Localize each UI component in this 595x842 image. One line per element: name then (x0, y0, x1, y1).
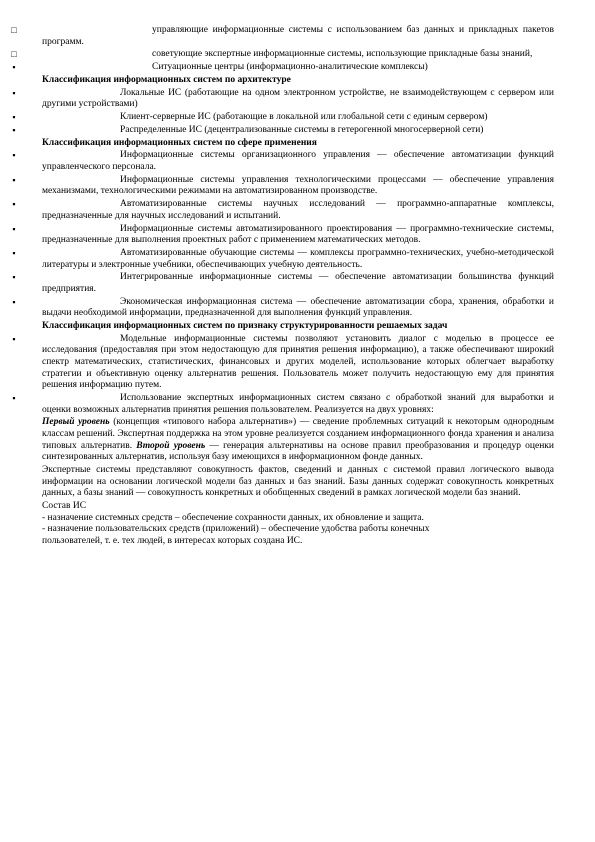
list-item-text: Распределенные ИС (децентрализованные системы в гетерогенной многосерверной сети) (120, 124, 484, 135)
composition-line: пользователей, т. е. тех людей, в интересах которых создана ИС. (42, 535, 303, 546)
bullet-marker: ▪ (12, 333, 16, 344)
list-item (12, 296, 554, 320)
second-level-label: Второй уровень (136, 440, 206, 451)
first-level-text: (концепция «типового набора альтернатив») — сведение проблемных ситуаций к некоторым однородным классам решений. Экспертная поддержка на этом уровне реализуется созданием информационного фонда хранения и анализа типовых альтернатив. (42, 417, 555, 451)
list-item (12, 62, 554, 74)
bullet-marker: ▪ (12, 87, 16, 98)
list-item-text: Экономическая информационная система — обеспечение автоматизации сбора, хранения, обработки и выдачи необходимой информации, предназначенной для выполнения функций управления. (42, 296, 554, 319)
bullet-marker: ▪ (12, 272, 16, 283)
list-item (12, 223, 554, 247)
first-level-label: Первый уровень (42, 417, 110, 428)
list-item-text: Автоматизированные обучающие системы — комплексы программно-технических, учебно-методической литературы и электронные учебники, обеспечивающих учебную деятельность. (42, 247, 554, 270)
list-item (12, 112, 554, 124)
section-heading: Классификация информационных систем по архитектуре (42, 74, 291, 85)
bullet-marker: ▪ (12, 112, 16, 123)
list-item (12, 272, 554, 295)
document-body (11, 25, 555, 547)
bullet-marker: ▪ (12, 62, 16, 73)
bullet-marker: □ (11, 25, 17, 35)
list-item-text: Информационные системы организационного управления — обеспечение автоматизации функций управленческого персонала. (42, 150, 554, 173)
bullet-marker: ▪ (12, 124, 16, 135)
bullet-marker: ▪ (12, 174, 16, 185)
bullet-marker: ▪ (12, 199, 16, 210)
list-item (12, 150, 554, 173)
composition-line: - назначение пользовательских средств (приложений) – обеспечение удобства работы конечных (42, 524, 430, 535)
list-item-text: Использование экспертных информационных систем связано с обработкой знаний для выработки и оценки возможных альтернатив принятия решения пользователем. Реализуется на двух уровнях: (42, 393, 554, 415)
list-item-text: Модельные информационные системы позволяют установить диалог с моделью в процессе ее исследования (предоставляя при этом недостающую для принятия решения информацию), а также обеспечивают широкий спектр математических, статистических, финансовых и других моделей, использование которых облегчает выработку стратегии и объективную оценку альтернатив решения. Пользователь может получить недостающую ему для принятия решения информацию путем. (42, 333, 554, 391)
list-item-text: Информационные системы автоматизированного проектирования — программно-технические системы, предназначенные для выполнения проектных работ с применением математических методов. (42, 223, 554, 246)
list-item-text: Автоматизированные системы научных исследований — программно-аппаратные комплексы, предназначенные для научных исследований и испытаний. (42, 199, 554, 221)
list-item (12, 247, 554, 271)
section-heading: Классификация информационных систем по сфере применения (42, 137, 317, 148)
bullet-marker: □ (11, 49, 17, 60)
list-item (11, 49, 554, 61)
expert-systems-paragraph: Экспертные системы представляют совокупность фактов, сведений и данных с системой правил логического вывода информации на основании логической модели баз данных и баз знаний. Базы данных содержат совокупность конкретных данных, а базы знаний — совокупность конкретных и обобщенных сведений в рамках логической модели баз знаний. (42, 464, 554, 499)
list-item (12, 87, 554, 111)
list-item-text: советующие экспертные информационные системы, использующие прикладные базы знаний, (152, 49, 533, 60)
list-item-text: Информационные системы управления технологическими процессами — обеспечение управления механизмами, технологическими режимами на автоматизированном производстве. (42, 174, 554, 197)
list-item (12, 174, 554, 198)
bullet-marker: ▪ (12, 150, 16, 161)
list-item (12, 333, 554, 392)
composition-title: Состав ИС (42, 500, 87, 511)
list-item (12, 393, 554, 416)
bullet-marker: ▪ (12, 393, 16, 403)
second-level-text: — генерация альтернативы на основе правил преобразования и процедур оценки синтезированных альтернатив, используя базу имеющихся в информационном фонде данных. (42, 440, 554, 463)
bullet-marker: ▪ (12, 223, 16, 234)
composition-line: - назначение системных средств – обеспечение сохранности данных, их обновление и защита. (42, 512, 424, 523)
list-item (11, 25, 554, 48)
list-item-text: Интегрированные информационные системы — обеспечение автоматизации большинства функций предприятия. (42, 272, 554, 294)
bullet-marker: ▪ (12, 247, 16, 258)
list-item-text: управляющие информационные системы с использованием баз данных и прикладных пакетов программ. (42, 25, 554, 47)
list-item-text: Локальные ИС (работающие на одном электронном устройстве, не взаимодействующем с сервером или другими устройствами) (42, 87, 554, 110)
section-heading: Классификация информационных систем по признаку структурированности решаемых задач (42, 321, 448, 332)
list-item-text: Клиент-серверные ИС (работающие в локальной или глобальной сети с единым сервером) (120, 112, 488, 123)
bullet-marker: ▪ (12, 296, 16, 307)
levels-paragraph (42, 417, 554, 463)
list-item (12, 199, 554, 222)
list-item (12, 124, 554, 137)
list-item-text: Ситуационные центры (информационно-аналитические комплексы) (152, 62, 428, 73)
